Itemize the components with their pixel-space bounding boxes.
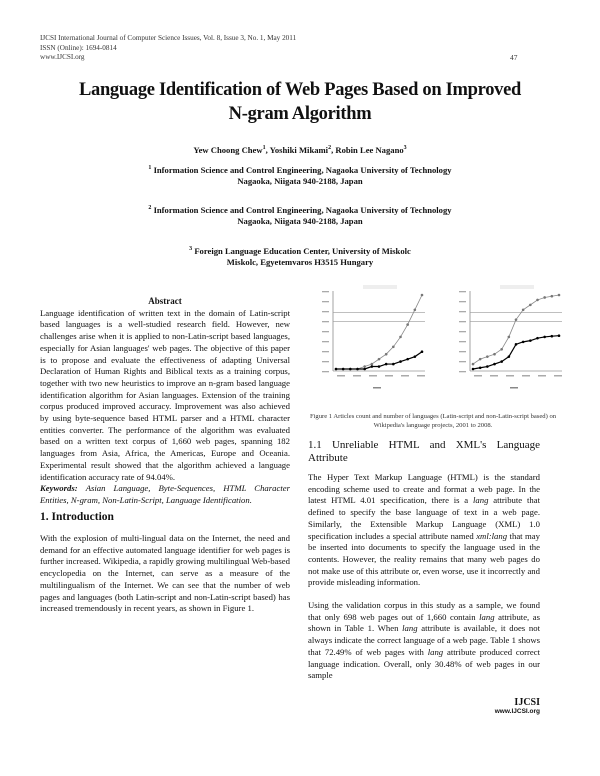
x-axis-label xyxy=(510,387,518,389)
data-point xyxy=(486,365,489,368)
data-point xyxy=(493,363,496,366)
data-point xyxy=(493,353,496,356)
y-tick-label xyxy=(322,331,329,332)
abstract-text: Language identification of written text in the domain of Latin-script based languages is a well-studied research field. However, new challenges arise when it is applied to non-Latin-script based languages, especially for Asian languages' web pages. The objective of this paper is to propose and evaluate the effectiveness of adapting Universal Declaration of Human Rights and Biblical texts as a training corpus, together with two new heuristics to improve an n-gram based language identification algorithm for Asian languages. Extension of the training corpus produced improved accuracy. Improvement was also achieved by using byte-sequence based HTML parser and a HTML character entities converter. The performance of the algorithm was evaluated based on a written text corpus of 1,660 web pages, spanning 182 languages from Asia, Africa, the Americas, Europe and Oceania. Experimental result showed that the algorithm achieved a language identification accuracy rate of 94.04%. xyxy=(40,307,290,482)
aff-sup: 3 xyxy=(189,246,193,252)
data-point xyxy=(558,294,561,297)
x-tick-label xyxy=(353,375,361,377)
data-point xyxy=(371,365,374,368)
x-tick-label xyxy=(506,375,514,377)
legend xyxy=(500,285,534,289)
data-point xyxy=(500,348,503,351)
intro-text: With the explosion of multi-lingual data on the Internet, the need and demand for an effective automated language identifier for web pages is further increased. Wikipedia, a rapidly growing multilingual Web-based encyclopedia on the Internet, can serve as a measure of the multilingualism of the Internet. We can see that the number of web pages and languages (both Latin-script and non-Latin-script based) has increased tremendously in recent years, as shown in Figure 1. xyxy=(40,533,290,614)
y-tick-label xyxy=(459,361,466,362)
data-point xyxy=(406,323,409,326)
author-list: Yew Choong Chew$^1$, Yoshiki Mikami$^2$, Robin Lee Nagano$^3$ xyxy=(193,144,407,155)
data-point xyxy=(363,368,366,371)
data-point xyxy=(472,368,475,371)
y-tick-label xyxy=(459,311,466,312)
logo-text: IJCSI xyxy=(514,697,540,708)
chart-articles-count xyxy=(322,285,425,389)
author-sup: 2 xyxy=(328,145,332,151)
data-point xyxy=(399,336,402,339)
data-point xyxy=(551,335,554,338)
aff-line: Information Science and Control Engineering, Nagaoka University of Technology xyxy=(153,164,452,175)
keywords-label: Keywords: xyxy=(40,483,78,494)
author: Yew Choong Chew xyxy=(193,144,263,155)
paragraph xyxy=(308,600,540,682)
series-line xyxy=(473,295,559,364)
data-point xyxy=(378,365,381,368)
data-point xyxy=(515,318,518,321)
abstract-heading: Abstract xyxy=(148,296,182,306)
data-point xyxy=(543,296,546,299)
data-point xyxy=(508,336,511,339)
data-point xyxy=(529,339,532,342)
author-sup: 3 xyxy=(403,145,407,151)
x-tick-label xyxy=(554,375,562,377)
text: attribute that defined to specify the base language of text in a web page. Similarly, the Extensible Markup Language (XML) 1.0 specification includes a special attribute named xyxy=(308,495,540,541)
text: lang xyxy=(427,646,444,657)
affiliation xyxy=(0,203,600,227)
x-tick-label xyxy=(474,375,482,377)
x-tick-label xyxy=(369,375,377,377)
x-axis-label xyxy=(373,387,381,389)
y-tick-label xyxy=(459,341,466,342)
subsection-heading: 1.1 Unreliable HTML and XML's Language Attribute xyxy=(308,439,540,464)
data-point xyxy=(543,336,546,339)
affiliation xyxy=(0,244,600,268)
y-tick-label xyxy=(322,311,329,312)
keywords xyxy=(40,483,290,506)
data-point xyxy=(378,358,381,361)
x-tick-label xyxy=(522,375,530,377)
journal-site: www.IJCSI.org xyxy=(40,53,85,61)
keywords-text: Asian Language, Byte-Sequences, HTML Character Entities, N-gram, Non-Latin-Script, Language Identification. xyxy=(40,483,290,505)
y-tick-label xyxy=(322,321,329,322)
legend xyxy=(363,285,397,289)
y-tick-label xyxy=(459,301,466,302)
x-tick-label xyxy=(337,375,345,377)
y-tick-label xyxy=(459,331,466,332)
data-point xyxy=(406,358,409,361)
data-point xyxy=(558,334,561,337)
paper-title xyxy=(0,78,600,126)
data-point xyxy=(551,295,554,298)
aff-sup: 2 xyxy=(148,205,152,211)
series-line xyxy=(473,336,559,369)
text: lang xyxy=(479,611,495,622)
y-tick-label xyxy=(322,301,329,302)
y-tick-label xyxy=(322,291,329,292)
author-sup: 1 xyxy=(262,145,266,151)
section-heading: 1. Introduction xyxy=(40,511,114,523)
data-point xyxy=(486,355,489,358)
y-tick-label xyxy=(322,361,329,362)
chart-languages-count xyxy=(459,285,562,389)
data-point xyxy=(392,363,395,366)
data-point xyxy=(472,363,475,366)
data-point xyxy=(500,360,503,363)
y-tick-label xyxy=(322,351,329,352)
y-tick-label xyxy=(322,341,329,342)
x-tick-label xyxy=(538,375,546,377)
x-tick-label xyxy=(401,375,409,377)
abstract xyxy=(40,296,290,507)
aff-line: Information Science and Control Engineering, Nagaoka University of Technology xyxy=(153,204,452,215)
data-point xyxy=(522,309,525,312)
data-point xyxy=(536,299,539,302)
data-point xyxy=(392,346,395,349)
text: attribute is available, it does not always indicate the correct language of a web page. Table 1 shows that 72.49% of web pages with xyxy=(308,623,540,657)
aff-sup: 1 xyxy=(148,165,152,171)
y-tick-label xyxy=(459,321,466,322)
data-point xyxy=(479,366,482,369)
title-line: N-gram Algorithm xyxy=(228,104,372,124)
y-tick-label xyxy=(459,371,466,372)
aff-line: Foreign Language Education Center, University of Miskolc xyxy=(194,245,411,256)
data-point xyxy=(385,353,388,356)
page-number: 47 xyxy=(510,53,518,62)
text: attribute produced correct language indication. Overall, only 30.48% of web pages in our sample xyxy=(308,646,540,681)
y-tick-label xyxy=(459,291,466,292)
aff-line: Miskolc, Egyetemvaros H3515 Hungary xyxy=(226,256,374,267)
text: that may be inserted into documents to specify the language used in the contents. However, the reality remains that many web pages do not make use of this attribute or, even worse, use it incorrectly and provide misleading information. xyxy=(308,530,541,588)
logo-site: www.IJCSI.org xyxy=(494,708,540,715)
data-point xyxy=(356,368,359,371)
text: attribute, as shown in Table 1. When xyxy=(308,611,541,634)
data-point xyxy=(371,363,374,366)
data-point xyxy=(414,355,417,358)
ijcsi-logo xyxy=(490,697,540,715)
data-point xyxy=(349,368,352,371)
aff-line: Nagaoka, Niigata 940-2188, Japan xyxy=(237,215,363,226)
data-point xyxy=(515,343,518,346)
author: Robin Lee Nagano xyxy=(335,144,404,155)
data-point xyxy=(536,337,539,340)
text: lang xyxy=(402,623,418,634)
y-tick-label xyxy=(322,371,329,372)
aff-line: Nagaoka, Niigata 940-2188, Japan xyxy=(237,175,363,186)
data-point xyxy=(342,368,345,371)
data-point xyxy=(385,363,388,366)
issn: ISSN (Online): 1694-0814 xyxy=(40,43,117,52)
text: The Hyper Text Markup Language (HTML) is the standard encoding scheme used to create and format a web page. In the latest HTML 4.01 specification, there is a xyxy=(308,472,540,506)
text: Using the validation corpus in this study as a sample, we found that only 698 web pages out of 1,660 contain xyxy=(308,600,540,622)
data-point xyxy=(421,350,424,353)
data-point xyxy=(522,341,525,344)
x-tick-label xyxy=(417,375,425,377)
text: xml:lang xyxy=(476,530,508,541)
paragraph xyxy=(308,472,540,589)
data-point xyxy=(363,365,366,368)
figure-1 xyxy=(310,285,580,400)
title-line: Language Identification of Web Pages Based on Improved xyxy=(78,80,522,100)
data-point xyxy=(529,304,532,307)
author: Yoshiki Mikami xyxy=(269,144,329,155)
figure-caption: Figure 1 Articles count and number of languages (Latin-script and non-Latin-script based) on Wikipedia's language projects, 2001 to 2008. xyxy=(309,413,557,429)
running-header xyxy=(40,34,296,63)
y-tick-label xyxy=(459,351,466,352)
x-tick-label xyxy=(490,375,498,377)
section-body xyxy=(308,472,540,682)
x-tick-label xyxy=(385,375,393,377)
text: lang xyxy=(472,495,489,506)
data-point xyxy=(335,368,338,371)
data-point xyxy=(421,294,424,297)
affiliation xyxy=(0,163,600,187)
data-point xyxy=(508,355,511,358)
data-point xyxy=(479,358,482,361)
journal-info: IJCSI International Journal of Computer Science Issues, Vol. 8, Issue 3, No. 1, May 2011 xyxy=(40,34,297,42)
data-point xyxy=(399,360,402,363)
data-point xyxy=(414,309,417,312)
